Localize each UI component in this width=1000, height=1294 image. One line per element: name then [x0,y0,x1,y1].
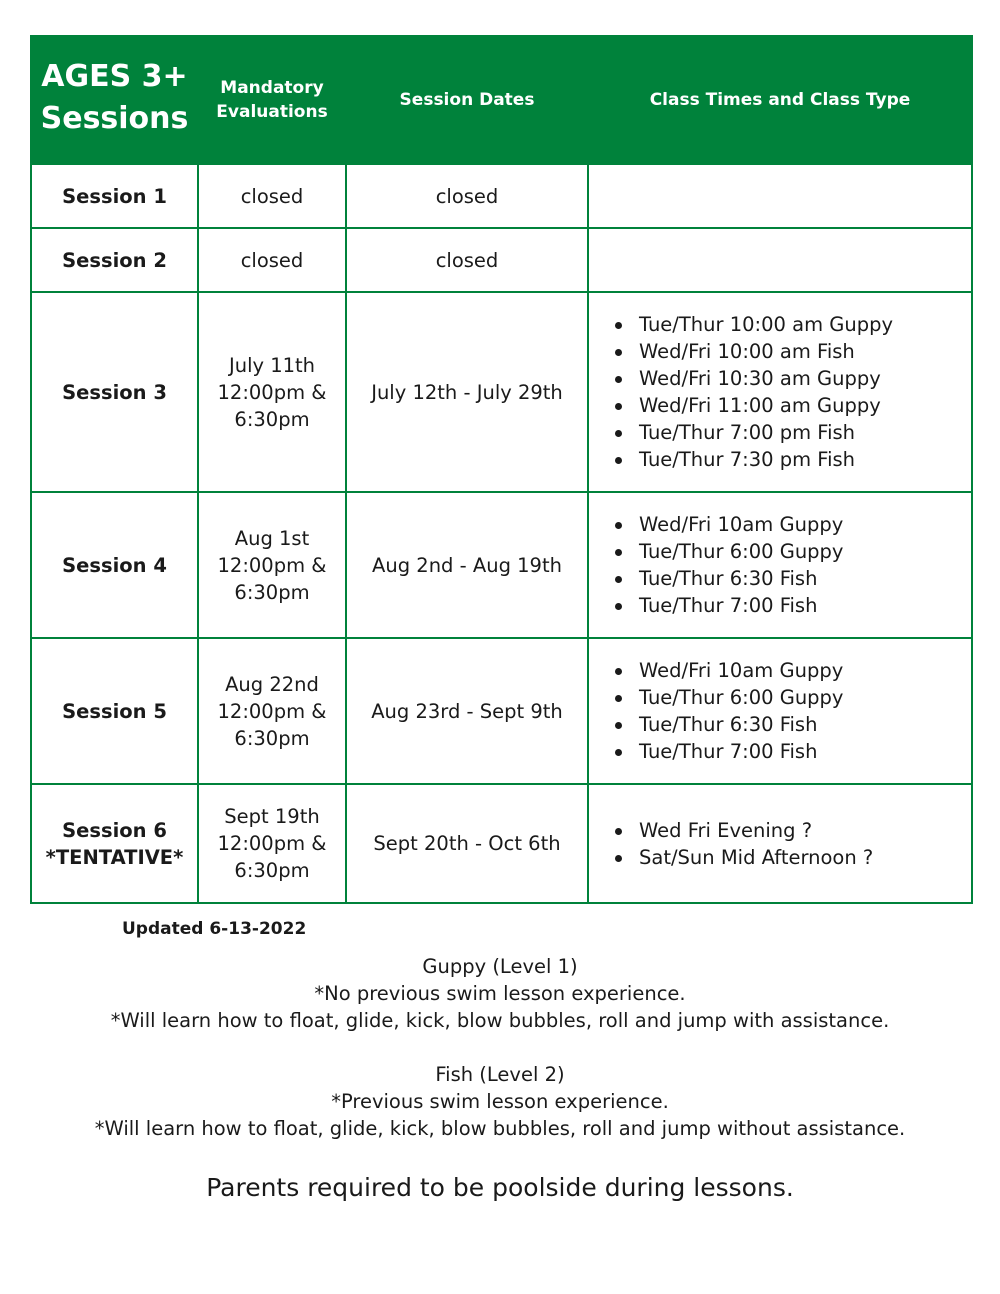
list-item [611,365,959,392]
list-item [611,311,959,338]
bullet-icon [615,349,622,356]
evaluation-cell [198,492,346,638]
evaluation-line: closed [240,184,304,208]
guppy-level-description [0,953,1000,1034]
list-item [611,538,959,565]
class-time-label: Wed Fri Evening ? [639,818,813,842]
header-ages-sessions [31,36,198,164]
parents-poolside-note: Parents required to be poolside during lessons. [206,1173,794,1202]
evaluation-line: 12:00pm & [217,380,327,404]
list-item [611,817,959,844]
evaluation-line: 6:30pm [234,726,310,750]
session-name-cell [31,292,198,492]
list-item [611,592,959,619]
header-row [31,36,972,164]
table-row [31,492,972,638]
guppy-title: Guppy (Level 1) [422,955,578,978]
class-times-cell [588,784,972,903]
class-list [611,657,959,765]
list-item [611,511,959,538]
class-time-label: Sat/Sun Mid Afternoon ? [639,845,874,869]
table-body [31,164,972,903]
table-header [31,36,972,164]
bullet-icon [615,430,622,437]
bullet-icon [615,828,622,835]
evaluation-line: July 11th [228,353,316,377]
session-name: Session 1 [62,184,167,208]
evaluation-line: 12:00pm & [217,699,327,723]
evaluation-line: closed [240,248,304,272]
class-time-label: Tue/Thur 6:30 Fish [639,567,818,590]
class-time-label: Tue/Thur 7:00 Fish [639,740,818,763]
list-item [611,738,959,765]
session-name: Session 6 [62,818,167,842]
list-item [611,419,959,446]
class-list [611,511,959,619]
evaluation-line: Aug 22nd [225,672,319,696]
evaluation-line: Aug 1st [234,526,310,550]
class-time-label: Wed/Fri 10:30 am Guppy [639,367,881,390]
header-session-dates: Session Dates [346,36,588,164]
bullet-icon [615,322,622,329]
evaluation-line: 12:00pm & [217,832,327,855]
evaluation-cell [198,784,346,903]
class-time-label: Tue/Thur 7:30 pm Fish [639,448,856,471]
table-row [31,164,972,228]
session-name: Session 3 [62,380,167,404]
session-dates-cell: Sept 20th - Oct 6th [346,784,588,903]
evaluation-cell [198,164,346,228]
class-time-label: Tue/Thur 7:00 pm Fish [639,421,856,444]
fish-requirement: *Previous swim lesson experience. [331,1090,669,1113]
header-eval-line1: Mandatory [220,78,324,98]
bullet-icon [615,855,622,862]
bullet-icon [615,403,622,410]
class-time-label: Tue/Thur 6:30 Fish [639,713,818,736]
bullet-icon [615,668,622,675]
session-dates-cell: Aug 23rd - Sept 9th [346,638,588,784]
header-eval-line2: Evaluations [216,102,328,122]
bullet-icon [615,576,622,583]
session-tentative-label: *TENTATIVE* [45,845,184,869]
bullet-icon [615,749,622,756]
class-time-label: Tue/Thur 10:00 am Guppy [639,313,894,336]
class-time-label: Wed/Fri 10am Guppy [639,659,844,682]
updated-date: Updated 6-13-2022 [122,919,307,939]
class-time-label: Tue/Thur 6:00 Guppy [639,686,844,709]
header-mandatory-evaluations [198,36,346,164]
session-dates-cell: closed [346,228,588,292]
session-name-cell [31,492,198,638]
table-row [31,784,972,903]
evaluation-line: Sept 19th [224,805,320,828]
session-schedule-table [30,35,973,904]
session-dates-cell: July 12th - July 29th [346,292,588,492]
bullet-icon [615,603,622,610]
bullet-icon [615,722,622,729]
class-time-label: Wed/Fri 10:00 am Fish [639,340,855,363]
list-item [611,565,959,592]
evaluation-line: 6:30pm [234,407,310,431]
list-item [611,657,959,684]
evaluation-cell [198,638,346,784]
fish-skills: *Will learn how to float, glide, kick, blow bubbles, roll and jump without assistance. [94,1117,906,1140]
list-item [611,844,959,871]
bullet-icon [615,376,622,383]
evaluation-line: 6:30pm [234,859,310,882]
session-dates-cell: Aug 2nd - Aug 19th [346,492,588,638]
class-list [611,817,959,871]
list-item [611,711,959,738]
class-time-label: Tue/Thur 7:00 Fish [639,594,818,617]
session-name: Session 2 [62,248,167,272]
bullet-icon [615,522,622,529]
session-name-cell [31,164,198,228]
table-row [31,228,972,292]
header-class-times: Class Times and Class Type [588,36,972,164]
session-name-cell [31,638,198,784]
class-times-cell [588,492,972,638]
class-times-cell [588,228,972,292]
list-item [611,392,959,419]
session-name-cell [31,784,198,903]
class-list [611,311,959,473]
table-row [31,638,972,784]
class-time-label: Wed/Fri 11:00 am Guppy [639,394,881,417]
class-time-label: Wed/Fri 10am Guppy [639,513,844,536]
session-dates-cell: closed [346,164,588,228]
guppy-skills: *Will learn how to float, glide, kick, blow bubbles, roll and jump with assistance. [110,1009,890,1032]
session-name-cell [31,228,198,292]
evaluation-cell [198,292,346,492]
evaluation-line: 12:00pm & [217,553,327,577]
class-time-label: Tue/Thur 6:00 Guppy [639,540,844,563]
class-times-cell [588,292,972,492]
list-item [611,446,959,473]
table-row [31,292,972,492]
class-times-cell [588,164,972,228]
list-item [611,684,959,711]
list-item [611,338,959,365]
evaluation-cell [198,228,346,292]
evaluation-line: 6:30pm [234,580,310,604]
session-name: Session 5 [62,699,167,723]
bullet-icon [615,457,622,464]
session-name: Session 4 [62,553,167,577]
fish-level-description [0,1061,1000,1142]
bullet-icon [615,549,622,556]
header-ages-line1: AGES 3+ [41,59,188,94]
header-ages-line2: Sessions [40,101,189,136]
bullet-icon [615,695,622,702]
guppy-requirement: *No previous swim lesson experience. [314,982,686,1005]
fish-title: Fish (Level 2) [435,1063,565,1086]
class-times-cell [588,638,972,784]
